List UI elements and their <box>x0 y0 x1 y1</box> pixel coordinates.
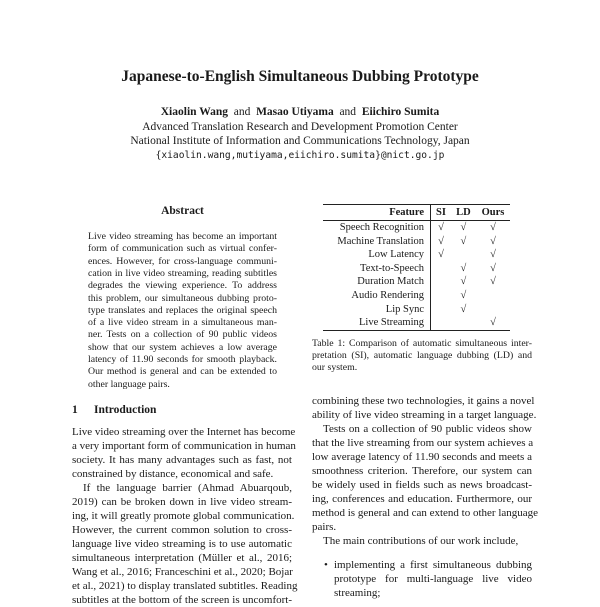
author-separator: and <box>233 106 251 118</box>
feature-cell: Audio Rendering <box>323 289 431 303</box>
si-check-cell: √ <box>438 235 444 247</box>
table-row <box>323 262 510 276</box>
feature-cell: Low Latency <box>323 248 431 262</box>
si-check-cell: √ <box>438 222 444 233</box>
si-check-cell <box>431 289 451 303</box>
si-check-cell: √ <box>438 249 444 261</box>
body-line: simultaneous interpretation (Müller et al., 2016; <box>72 552 292 564</box>
abstract-line: other language pairs. <box>88 378 170 390</box>
table-row <box>323 289 510 303</box>
body-line: be widely used in fields such as news broadcast- <box>312 479 532 491</box>
body-line: low average latency of 11.90 seconds and meets a <box>312 451 532 463</box>
section-title: Introduction <box>94 404 157 416</box>
header-ld: LD <box>451 205 476 221</box>
abstract-line: ences. However, for cross-language communi- <box>88 255 277 267</box>
body-line: If the language barrier (Ahmad Abuarqoub, <box>83 482 292 494</box>
author-name: Xiaolin Wang <box>160 106 228 118</box>
body-line: pairs. <box>312 521 337 533</box>
bullet-line: streaming; <box>334 587 381 599</box>
header-ours: Ours <box>476 205 510 221</box>
body-line: Live video streaming over the Internet has become <box>72 426 296 438</box>
ld-check-cell: √ <box>460 235 467 247</box>
body-line: constrained by distance, economical and safe. <box>72 468 274 480</box>
body-line: ability of live video streaming in a target language. <box>312 409 537 421</box>
bullet-marker: • <box>324 559 328 571</box>
body-line: ing, conferences and education. Furthermore, our <box>312 493 532 505</box>
feature-cell: Lip Sync <box>323 303 431 317</box>
body-line: subtitles at the bottom of the screen is uncomfort- <box>72 594 292 606</box>
header-feature: Feature <box>323 205 431 221</box>
body-line: that the live streaming from our system achieves a <box>312 437 534 449</box>
body-line: society. It has many advantages such as fast, not <box>72 454 292 466</box>
author-name: Masao Utiyama <box>256 106 334 118</box>
abstract-line: type translates and replaces the original speech <box>88 304 277 316</box>
ours-check-cell: √ <box>490 276 496 288</box>
ld-check-cell: √ <box>460 303 467 315</box>
abstract-line: show that our system achieves a low average <box>88 341 277 353</box>
feature-cell: Text-to-Speech <box>323 262 431 276</box>
table-row <box>323 275 510 289</box>
table-row <box>323 248 510 262</box>
section-number: 1 <box>72 404 78 416</box>
abstract-line: Our method is general and can be extended to <box>88 366 277 378</box>
abstract-line: this problem, our simultaneous dubbing proto- <box>88 292 277 304</box>
table-row <box>323 303 510 317</box>
bullet-line: prototype for multi-language live video <box>334 573 532 585</box>
caption-line: our system. <box>312 362 358 373</box>
feature-cell: Duration Match <box>323 275 431 289</box>
caption-line: Table 1: Comparison of automatic simultaneous inter- <box>312 338 532 349</box>
si-check-cell <box>431 316 451 330</box>
feature-cell: Speech Recognition <box>323 221 431 235</box>
section-heading <box>72 404 156 416</box>
ld-check-cell: √ <box>460 262 467 274</box>
abstract-line: of a live video stream in a simultaneous man- <box>88 317 277 329</box>
abstract-line: Live video streaming has become an important <box>88 231 277 242</box>
affiliation-line: Advanced Translation Research and Development Promotion Center <box>142 121 458 133</box>
table-row <box>323 235 510 249</box>
body-line: However, the current common solution to cross- <box>72 524 292 536</box>
body-line: ing, it will greatly promote global communication. <box>72 510 295 522</box>
paper-title: Japanese-to-English Simultaneous Dubbing Prototype <box>121 68 479 85</box>
author-email[interactable]: {xiaolin.wang,mutiyama,eiichiro.sumita}@nict.go.jp <box>155 150 445 161</box>
abstract-line: ner. Tests on a collection of 90 public videos <box>88 329 277 341</box>
abstract-line: cation in live video streaming, reading subtitles <box>88 267 277 279</box>
abstract-line: form of communication such as virtual confer- <box>88 243 277 255</box>
ld-check-cell: √ <box>460 222 467 233</box>
body-line: a very important form of communication in human <box>72 440 296 452</box>
feature-cell: Live Streaming <box>323 316 431 330</box>
ours-check-cell: √ <box>490 222 496 233</box>
ours-check-cell: √ <box>490 262 496 274</box>
abstract-heading: Abstract <box>161 205 204 217</box>
ld-check-cell: √ <box>460 289 467 301</box>
body-line: et al., 2021) to display translated subtitles. Reading <box>72 580 298 592</box>
caption-line: pretation (SI), automatic language dubbing (LD) and <box>312 350 532 361</box>
body-line: method is general and can extend to other language <box>312 507 539 519</box>
ld-check-cell <box>451 248 476 262</box>
body-line: The main contributions of our work include, <box>323 535 519 547</box>
ld-check-cell: √ <box>460 276 467 288</box>
affiliation-line: National Institute of Information and Communications Technology, Japan <box>130 135 470 147</box>
ours-check-cell: √ <box>490 317 496 329</box>
si-check-cell <box>431 262 451 276</box>
table-row <box>323 221 510 235</box>
body-line: language live video streaming is to use automatic <box>72 538 292 550</box>
comparison-table <box>323 204 510 331</box>
body-line: combining these two technologies, it gains a novel <box>312 395 535 407</box>
abstract-line: degrades the viewing experience. To address <box>88 280 277 292</box>
feature-cell: Machine Translation <box>323 235 431 249</box>
table-row <box>323 316 510 330</box>
author-separator: and <box>339 106 357 118</box>
ours-check-cell: √ <box>490 249 496 261</box>
author-list <box>0 106 600 118</box>
ours-check-cell <box>476 289 510 303</box>
ld-check-cell <box>451 316 476 330</box>
abstract-line: latency of 11.90 seconds for smooth playback. <box>88 354 277 365</box>
body-line: 2019) can be broken down in live video stream- <box>72 496 292 508</box>
ours-check-cell: √ <box>490 235 496 247</box>
author-name: Eiichiro Sumita <box>361 106 440 118</box>
ours-check-cell <box>476 303 510 317</box>
si-check-cell <box>431 303 451 317</box>
header-si: SI <box>431 205 451 221</box>
bullet-line: implementing a first simultaneous dubbing <box>334 559 532 571</box>
body-line: Wang et al., 2016; Franceschini et al., 2020; Bojar <box>72 566 293 578</box>
si-check-cell <box>431 275 451 289</box>
body-line: Tests on a collection of 90 public videos show <box>323 423 532 435</box>
table-header-row <box>323 205 510 221</box>
body-line: smoothness criterion. Therefore, our system can <box>312 465 532 477</box>
